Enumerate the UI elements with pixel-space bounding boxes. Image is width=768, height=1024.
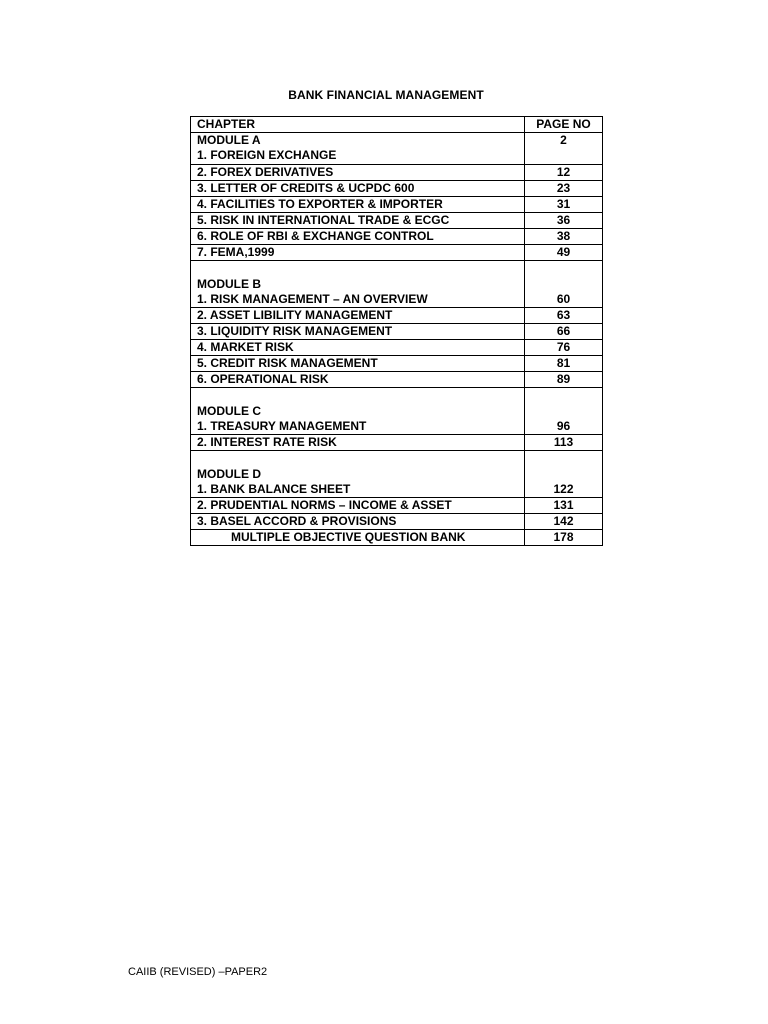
chapter-title: 2. ASSET LIBILITY MANAGEMENT	[191, 308, 525, 324]
chapter-title: 2. PRUDENTIAL NORMS – INCOME & ASSET	[191, 498, 525, 514]
page-cell	[525, 133, 603, 165]
chapter-title: 1. BANK BALANCE SHEET	[197, 482, 351, 496]
page-number: 142	[525, 514, 603, 530]
table-row	[191, 181, 603, 197]
module-heading: MODULE D	[197, 467, 261, 481]
chapter-title: 6. OPERATIONAL RISK	[191, 372, 525, 388]
chapter-title: 7. FEMA,1999	[191, 245, 525, 261]
page-number: 122	[525, 451, 603, 498]
chapter-cell	[191, 388, 525, 435]
table-row	[191, 530, 603, 546]
page-number: 63	[525, 308, 603, 324]
table-row	[191, 388, 603, 435]
table-row	[191, 197, 603, 213]
chapter-title: 2. FOREX DERIVATIVES	[191, 165, 525, 181]
chapter-title: 1. FOREIGN EXCHANGE	[197, 148, 337, 162]
chapter-cell	[191, 261, 525, 308]
table-row	[191, 245, 603, 261]
table-header-row	[191, 117, 603, 133]
page-footer: CAIIB (REVISED) –PAPER2	[128, 966, 268, 978]
table-row	[191, 435, 603, 451]
table-row	[191, 356, 603, 372]
chapter-title: 1. TREASURY MANAGEMENT	[197, 419, 367, 433]
table-row	[191, 514, 603, 530]
table-row	[191, 308, 603, 324]
chapter-column-header: CHAPTER	[191, 117, 525, 133]
table-row	[191, 340, 603, 356]
chapter-title: 4. MARKET RISK	[191, 340, 525, 356]
page-number: 178	[525, 530, 603, 546]
page-number: 31	[525, 197, 603, 213]
chapter-title: 3. BASEL ACCORD & PROVISIONS	[191, 514, 525, 530]
chapter-title: 6. ROLE OF RBI & EXCHANGE CONTROL	[191, 229, 525, 245]
chapter-title: 2. INTEREST RATE RISK	[191, 435, 525, 451]
table-row	[191, 451, 603, 498]
chapter-title: 3. LETTER OF CREDITS & UCPDC 600	[191, 181, 525, 197]
chapter-cell	[191, 451, 525, 498]
page-number: 66	[525, 324, 603, 340]
page-number: 2	[560, 133, 567, 147]
table-row	[191, 229, 603, 245]
page-number: 36	[525, 213, 603, 229]
table-of-contents	[190, 116, 603, 546]
chapter-title: 3. LIQUIDITY RISK MANAGEMENT	[191, 324, 525, 340]
page-number: 76	[525, 340, 603, 356]
chapter-cell	[191, 133, 525, 165]
page-title: BANK FINANCIAL MANAGEMENT	[288, 88, 484, 102]
page-number: 60	[525, 261, 603, 308]
page-number: 38	[525, 229, 603, 245]
page-number: 96	[525, 388, 603, 435]
page-number: 113	[525, 435, 603, 451]
page-number: 131	[525, 498, 603, 514]
page-number: 49	[525, 245, 603, 261]
table-row	[191, 372, 603, 388]
module-heading: MODULE C	[197, 404, 261, 418]
chapter-title: 5. RISK IN INTERNATIONAL TRADE & ECGC	[191, 213, 525, 229]
module-heading: MODULE A	[197, 133, 261, 147]
table-row	[191, 498, 603, 514]
chapter-title: 4. FACILITIES TO EXPORTER & IMPORTER	[191, 197, 525, 213]
chapter-title: 1. RISK MANAGEMENT – AN OVERVIEW	[197, 292, 428, 306]
table-row	[191, 324, 603, 340]
table-row	[191, 133, 603, 165]
page-number: 81	[525, 356, 603, 372]
chapter-title: 5. CREDIT RISK MANAGEMENT	[191, 356, 525, 372]
module-heading: MODULE B	[197, 277, 261, 291]
page-column-header: PAGE NO	[525, 117, 603, 133]
table-row	[191, 213, 603, 229]
page-number: 89	[525, 372, 603, 388]
table-row	[191, 165, 603, 181]
page-number: 12	[525, 165, 603, 181]
page-number: 23	[525, 181, 603, 197]
table-row	[191, 261, 603, 308]
chapter-title: MULTIPLE OBJECTIVE QUESTION BANK	[191, 530, 525, 546]
